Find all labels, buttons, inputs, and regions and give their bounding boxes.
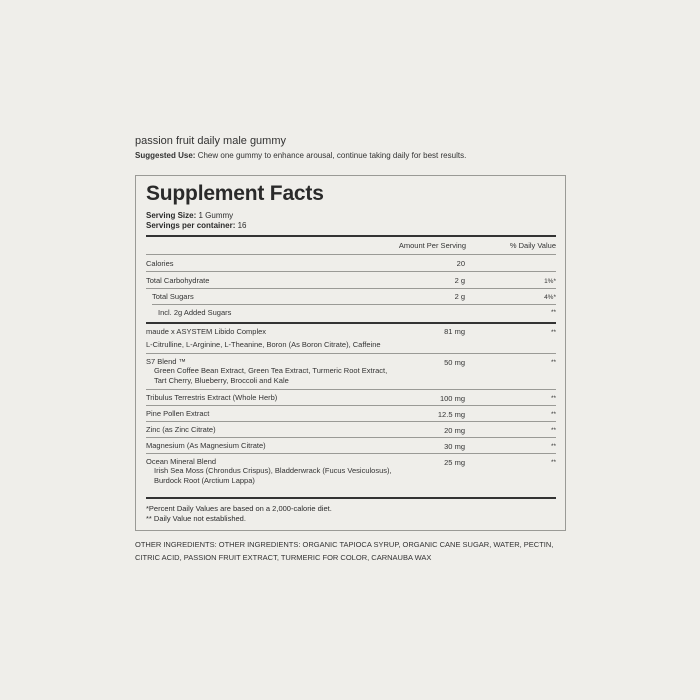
product-name: passion fruit daily male gummy (135, 135, 287, 147)
divider (152, 304, 556, 305)
divider (146, 271, 556, 272)
row-sub: Green Coffee Bean Extract, Green Tea Extract, Turmeric Root Extract, (154, 366, 388, 375)
col-amount-header: Amount Per Serving (398, 241, 466, 250)
other-ingredients: OTHER INGREDIENTS: OTHER INGREDIENTS: ORGANIC TAPIOCA SYRUP, ORGANIC CANE SUGAR, WATER, PECTIN, CITRIC ACID, PASSION FRUIT EXTRACT, TURMERIC FOR COLOR, CARNAUBA WAX (135, 540, 554, 562)
row-sub: Burdock Root (Arctium Lappa) (154, 476, 255, 485)
row-dv: ** (550, 395, 556, 402)
row-name: Total Carbohydrate (146, 276, 210, 285)
servings-label: Servings per container: (146, 221, 236, 230)
row-dv: 1%* (544, 278, 556, 285)
row-name: Pine Pollen Extract (146, 409, 210, 418)
row-dv: ** (550, 411, 556, 418)
servings-value: 16 (235, 221, 247, 230)
footnote-not-established: ** Daily Value not established. (146, 514, 246, 523)
row-dv: ** (550, 329, 556, 336)
row-dv: ** (550, 427, 556, 434)
divider (146, 288, 556, 289)
row-dv: ** (550, 359, 556, 366)
divider (146, 254, 556, 255)
row-name: Incl. 2g Added Sugars (158, 308, 232, 317)
divider (146, 389, 556, 390)
footnote-daily-values: *Percent Daily Values are based on a 2,000-calorie diet. (146, 504, 332, 513)
row-amount: 81 mg (444, 327, 465, 336)
row-name: Calories (146, 259, 174, 268)
suggested-use (135, 151, 466, 160)
row-dv: ** (550, 309, 556, 316)
row-name: Ocean Mineral Blend (146, 457, 217, 466)
row-amount: 12.5 mg (437, 410, 465, 419)
divider (146, 353, 556, 354)
row-name: Magnesium (As Magnesium Citrate) (146, 441, 266, 450)
row-name: S7 Blend ™ (146, 357, 187, 366)
serving-size-label: Serving Size: (146, 211, 197, 220)
serving-size-value: 1 Gummy (196, 211, 234, 220)
row-name: Zinc (as Zinc Citrate) (146, 425, 216, 434)
row-dv: ** (550, 459, 556, 466)
row-amount: 2 g (454, 276, 465, 285)
divider-thick (146, 322, 556, 324)
row-amount: 20 (456, 259, 465, 268)
row-sub: L-Citrulline, L-Arginine, L-Theanine, Boron (As Boron Citrate), Caffeine (146, 340, 381, 349)
divider (146, 453, 556, 454)
facts-title: Supplement Facts (146, 182, 324, 205)
row-amount: 100 mg (439, 394, 465, 403)
divider (146, 405, 556, 406)
row-name: Total Sugars (152, 292, 194, 301)
row-sub: Tart Cherry, Blueberry, Broccoli and Kale (154, 376, 289, 385)
row-amount: 25 mg (444, 458, 465, 467)
col-dv-header: % Daily Value (509, 241, 556, 250)
divider (146, 421, 556, 422)
row-name: Tribulus Terrestris Extract (Whole Herb) (146, 393, 278, 402)
row-amount: 50 mg (444, 358, 465, 367)
serving-size (146, 211, 233, 220)
divider-thick (146, 235, 556, 237)
row-amount: 30 mg (444, 442, 465, 451)
row-name: maude x ASYSTEM Libido Complex (146, 327, 267, 336)
supplement-facts-panel (135, 175, 566, 531)
suggested-use-label: Suggested Use: (135, 151, 196, 160)
suggested-use-text: Chew one gummy to enhance arousal, continue taking daily for best results. (195, 151, 467, 160)
row-dv: ** (550, 443, 556, 450)
divider (146, 437, 556, 438)
servings-per-container (146, 221, 246, 230)
row-sub: Irish Sea Moss (Chrondus Crispus), Bladderwrack (Fucus Vesiculosus), (154, 466, 392, 475)
divider-thick (146, 497, 556, 499)
row-dv: 4%* (544, 294, 556, 301)
row-amount: 20 mg (444, 426, 465, 435)
row-amount: 2 g (454, 292, 465, 301)
